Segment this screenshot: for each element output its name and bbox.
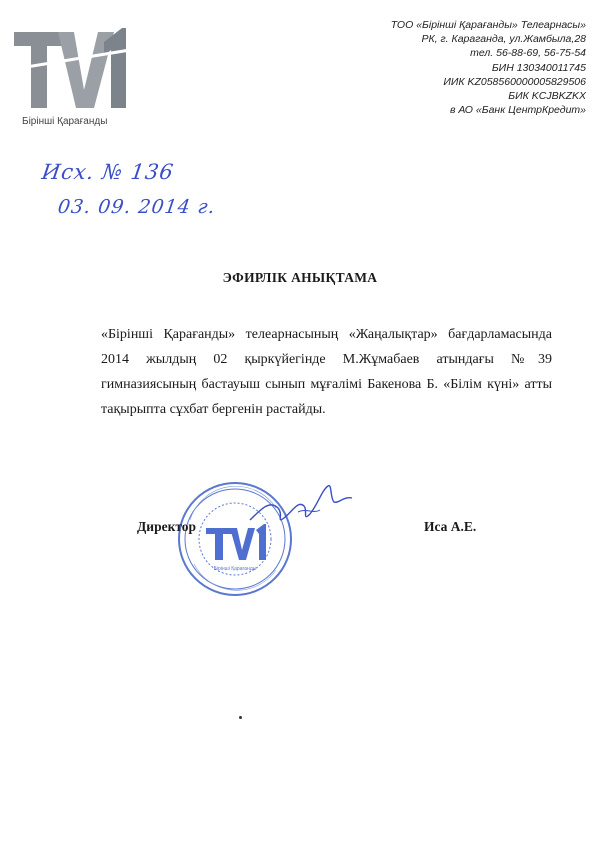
requisite-line: РК, г. Караганда, ул.Жамбыла,28 <box>421 33 586 46</box>
logo-caption: Бірінші Қарағанды <box>22 116 108 127</box>
requisite-line: в АО «Банк ЦентрКредит» <box>450 104 586 117</box>
requisite-line: ИИК KZ058560000005829506 <box>443 75 586 88</box>
requisite-line: ТОО «Бірінші Қарағанды» Телеарнасы» <box>390 19 586 31</box>
signature-role: Директор <box>137 519 197 534</box>
requisite-line: БИН 130340011745 <box>491 61 586 74</box>
tv1-logo-mark <box>8 20 130 115</box>
scan-speck <box>239 716 242 719</box>
director-signature <box>248 478 358 533</box>
company-requisites <box>306 18 586 117</box>
document-body <box>101 322 552 422</box>
handwritten-ref-number: Исх. № 136 <box>40 160 176 184</box>
handwritten-date: 03. 09. 2014 г. <box>56 196 218 218</box>
document-title: ЭФИРЛІК АНЫҚТАМА <box>222 270 378 285</box>
requisite-line: тел. 56-88-69, 56-75-54 <box>470 47 586 60</box>
company-logo <box>8 20 128 127</box>
stamp-caption: Бірінші Қарағанды <box>213 566 257 572</box>
requisite-line: БИК KCJBKZKX <box>508 90 586 103</box>
signature-name: Иса А.Е. <box>424 519 477 534</box>
signature-scribble-icon <box>248 478 358 533</box>
body-paragraph: «Бірінші Қарағанды» телеарнасының «Жаңалықтар» бағдарламасында 2014 жылдың 02 қыркүйегінде М.Жұмабаев атындағы №39 гимназиясының бастауыш сынып мұғалімі Бакенова Б. «Білім күні» атты тақырыпта сұхбат бергенін растайды. <box>101 327 552 417</box>
